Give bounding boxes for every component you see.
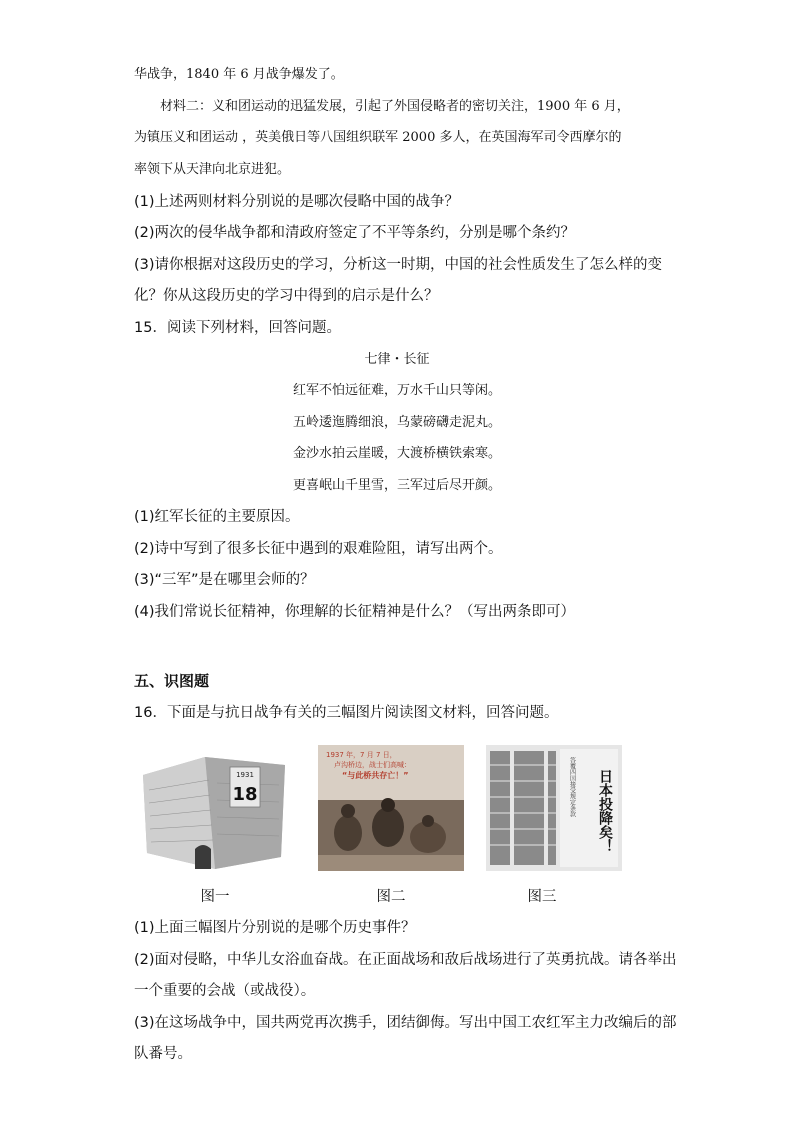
q15-sub2: (2)诗中写到了很多长征中遇到的艰难险阻，请写出两个。	[134, 541, 503, 557]
q16-sub3-line1: (3)在这场战争中，国共两党再次携手，团结御侮。写出中国工农红军主力改编后的部	[134, 1015, 677, 1031]
figure-3-caption: 图三	[527, 889, 557, 905]
figure-2-caption-line2: 卢沟桥边，战士们高喊：	[334, 761, 411, 769]
figure-2-caption-line3: “与此桥共存亡！”	[342, 771, 409, 780]
q14-sub1: (1)上述两则材料分别说的是哪次侵略中国的战争？	[134, 194, 460, 210]
material-two-line-3: 率领下从天津向北京进犯。	[134, 162, 291, 177]
figure-2-caption: 图二	[376, 889, 406, 905]
q14-sub2: (2)两次的侵华战争都和清政府签定了不平等条约，分别是哪个条约？	[134, 225, 576, 241]
poem-line-2: 五岭逶迤腾细浪，乌蒙磅礴走泥丸。	[292, 415, 501, 430]
figure-2-caption-line1: 1937 年，7 月 7 日，	[326, 751, 397, 759]
q16-sub2-line2: 一个重要的会战（或战役）。	[134, 983, 316, 999]
material-two-line-1: 材料二：义和团运动的迅猛发展，引起了外国侵略者的密切关注，1900 年 6 月，	[160, 99, 630, 114]
q15-stem: 15．阅读下列材料，回答问题。	[134, 320, 341, 336]
material-two-line-2: 为镇压义和团运动 ，英美俄日等八国组织联军 2000 多人，在英国海军司令西摩尔的	[134, 130, 622, 145]
section-heading: 五、识图题	[134, 672, 210, 690]
material-one-ending: 华战争，1840 年 6 月战争爆发了。	[134, 67, 344, 82]
figure-1-monument-image	[135, 745, 293, 871]
q16-sub1: (1)上面三幅图片分别说的是哪个历史事件？	[134, 920, 416, 936]
q16-sub3-line2: 队番号。	[134, 1046, 192, 1062]
figure-1-caption: 图一	[200, 889, 230, 905]
figure-3-subheadline: 答覆四国接受规定条款	[568, 757, 576, 817]
q14-sub3-line1: (3)请你根据对这段历史的学习，分析这一时期，中国的社会性质发生了怎么样的变	[134, 257, 663, 273]
poem-title: 七律・长征	[364, 352, 430, 367]
poem-line-4: 更喜岷山千里雪，三军过后尽开颜。	[292, 478, 501, 493]
figure-2-battle-photo	[318, 745, 464, 871]
q15-sub1: (1)红军长征的主要原因。	[134, 509, 300, 525]
figure-3-newspaper	[486, 745, 622, 871]
q16-sub2-line1: (2)面对侵略，中华儿女浴血奋战。在正面战场和敌后战场进行了英勇抗战。请各举出	[134, 952, 677, 968]
poem-line-3: 金沙水拍云崖暖，大渡桥横铁索寒。	[292, 446, 501, 461]
q16-stem: 16．下面是与抗日战争有关的三幅图片阅读图文材料，回答问题。	[134, 705, 559, 721]
figure-1-calendar-year: 1931	[236, 771, 254, 779]
q15-sub3: (3)“三军”是在哪里会师的？	[134, 572, 315, 588]
q15-sub4: (4)我们常说长征精神，你理解的长征精神是什么？（写出两条即可）	[134, 604, 576, 620]
figure-1-calendar-day: 18	[232, 784, 258, 805]
figure-3-headline: 日本投降矣！	[597, 769, 613, 853]
q14-sub3-line2: 化？你从这段历史的学习中得到的启示是什么？	[134, 288, 439, 304]
poem-line-1: 红军不怕远征难，万水千山只等闲。	[292, 383, 501, 398]
